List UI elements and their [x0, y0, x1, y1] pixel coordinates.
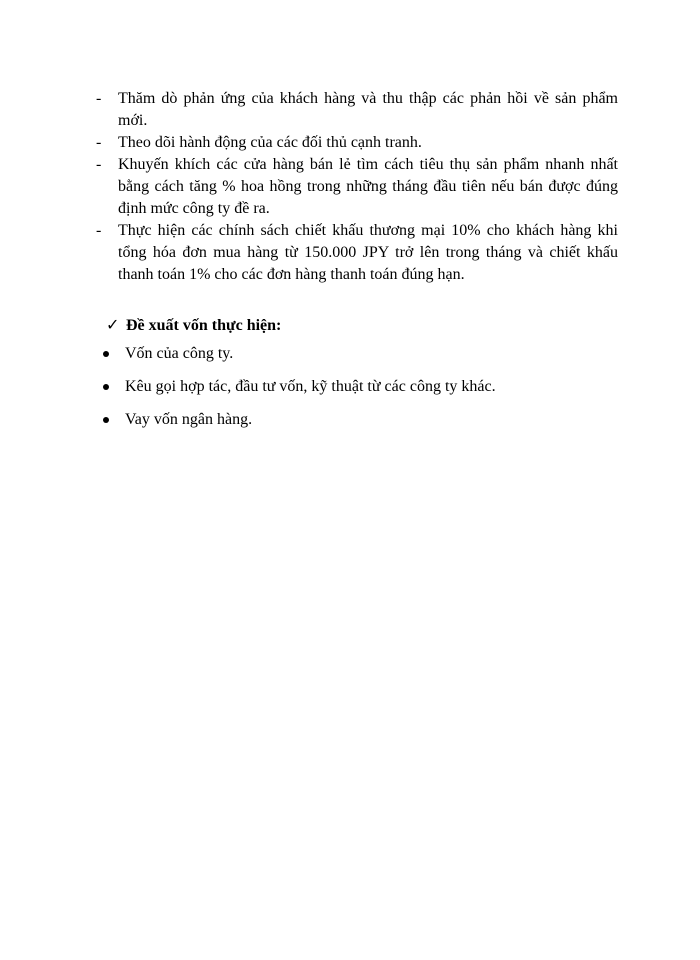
bullet-icon — [103, 417, 109, 423]
list-item — [96, 132, 618, 154]
dash-marker: - — [96, 90, 102, 107]
section-heading — [106, 315, 606, 337]
dash-marker: - — [96, 134, 102, 151]
list-item — [100, 376, 620, 398]
bullet-list — [100, 343, 620, 442]
list-item-text: Kêu gọi hợp tác, đầu tư vốn, kỹ thuật từ các công ty khác. — [125, 378, 496, 395]
checkmark-icon: ✓ — [106, 317, 120, 334]
dash-list — [96, 88, 618, 286]
section-heading-text: Đề xuất vốn thực hiện: — [126, 317, 282, 334]
list-item-text: Theo dõi hành động của các đối thủ cạnh tranh. — [118, 134, 422, 151]
dash-marker: - — [96, 156, 102, 173]
list-item-text: Thăm dò phản ứng của khách hàng và thu thập các phản hồi về sản phẩm mới. — [118, 90, 618, 129]
dash-marker: - — [96, 222, 102, 239]
list-item — [96, 154, 618, 220]
list-item-text: Vay vốn ngân hàng. — [125, 411, 253, 428]
list-item — [100, 343, 620, 365]
bullet-icon — [103, 351, 109, 357]
list-item-text: Thực hiện các chính sách chiết khấu thương mại 10% cho khách hàng khi tổng hóa đơn mua hàng từ 150.000 JPY trở lên trong tháng và chiết khấu thanh toán 1% cho các đơn hàng thanh toán đúng hạn. — [118, 222, 618, 283]
list-item — [100, 409, 620, 431]
list-item-text: Vốn của công ty. — [125, 345, 234, 362]
list-item-text: Khuyến khích các cửa hàng bán lẻ tìm cách tiêu thụ sản phẩm nhanh nhất bằng cách tăng % hoa hồng trong những tháng đầu tiên nếu bán được đúng định mức công ty đề ra. — [118, 156, 618, 217]
bullet-icon — [103, 384, 109, 390]
list-item — [96, 88, 618, 132]
list-item — [96, 220, 618, 286]
